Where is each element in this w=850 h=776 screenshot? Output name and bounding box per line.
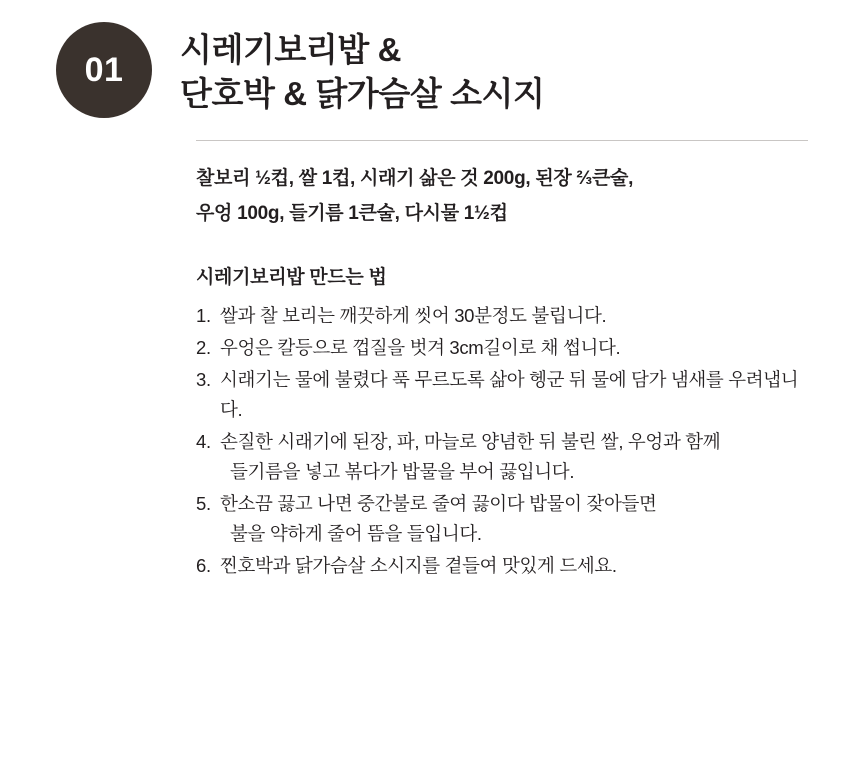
step-number: 5. bbox=[196, 492, 211, 514]
recipe-step bbox=[196, 301, 808, 331]
recipe-step bbox=[196, 365, 808, 425]
recipe-step bbox=[196, 427, 808, 487]
recipe-step bbox=[196, 489, 808, 549]
step-text-continued: 불을 약하게 줄어 뜸을 들입니다. bbox=[230, 522, 482, 544]
recipe-number-badge bbox=[56, 22, 152, 118]
steps-section bbox=[196, 262, 808, 581]
step-body bbox=[220, 427, 808, 487]
step-number: 3. bbox=[196, 368, 211, 390]
step-number: 1. bbox=[196, 305, 211, 326]
recipe-title-line-2: 단호박 & 닭가슴살 소시지 bbox=[180, 75, 545, 113]
step-body bbox=[220, 489, 808, 549]
step-text: 손질한 시래기에 된장, 파, 마늘로 양념한 뒤 불린 쌀, 우엉과 함께 bbox=[220, 430, 721, 452]
step-text: 시래기는 물에 불렸다 푹 무르도록 삶아 헹군 뒤 물에 담가 냄새를 우려냅니다. bbox=[220, 368, 799, 420]
step-number: 2. bbox=[196, 336, 211, 358]
step-body bbox=[220, 551, 808, 581]
ingredients-line-1: 찰보리 ½컵, 쌀 1컵, 시래기 삶은 것 200g, 된장 ⅔큰술, bbox=[196, 168, 634, 189]
recipe-number: 01 bbox=[84, 50, 124, 89]
step-body bbox=[220, 301, 808, 331]
step-text-continued: 들기름을 넣고 볶다가 밥물을 부어 끓입니다. bbox=[230, 460, 575, 482]
header-divider bbox=[196, 140, 808, 141]
step-text: 쌀과 찰 보리는 깨끗하게 씻어 30분정도 불립니다. bbox=[220, 305, 607, 326]
ingredients-block bbox=[196, 165, 808, 228]
recipe-step bbox=[196, 333, 808, 363]
recipe-title bbox=[180, 22, 545, 116]
step-text: 찐호박과 닭가슴살 소시지를 곁들여 맛있게 드세요. bbox=[220, 554, 617, 576]
steps-heading: 시레기보리밥 만드는 법 bbox=[196, 267, 387, 288]
step-number: 6. bbox=[196, 554, 211, 576]
recipe-step bbox=[196, 551, 808, 581]
step-body bbox=[220, 365, 808, 425]
step-number: 4. bbox=[196, 430, 211, 452]
recipe-title-line-1: 시레기보리밥 & bbox=[180, 31, 402, 68]
ingredients-line-2: 우엉 100g, 들기름 1큰술, 다시물 1½컵 bbox=[196, 202, 508, 224]
step-text: 우엉은 칼등으로 껍질을 벗겨 3cm길이로 채 썹니다. bbox=[220, 336, 621, 358]
step-body bbox=[220, 333, 808, 363]
step-text: 한소끔 끓고 나면 중간불로 줄여 끓이다 밥물이 잦아들면 bbox=[220, 492, 657, 514]
recipe-header bbox=[0, 0, 850, 118]
